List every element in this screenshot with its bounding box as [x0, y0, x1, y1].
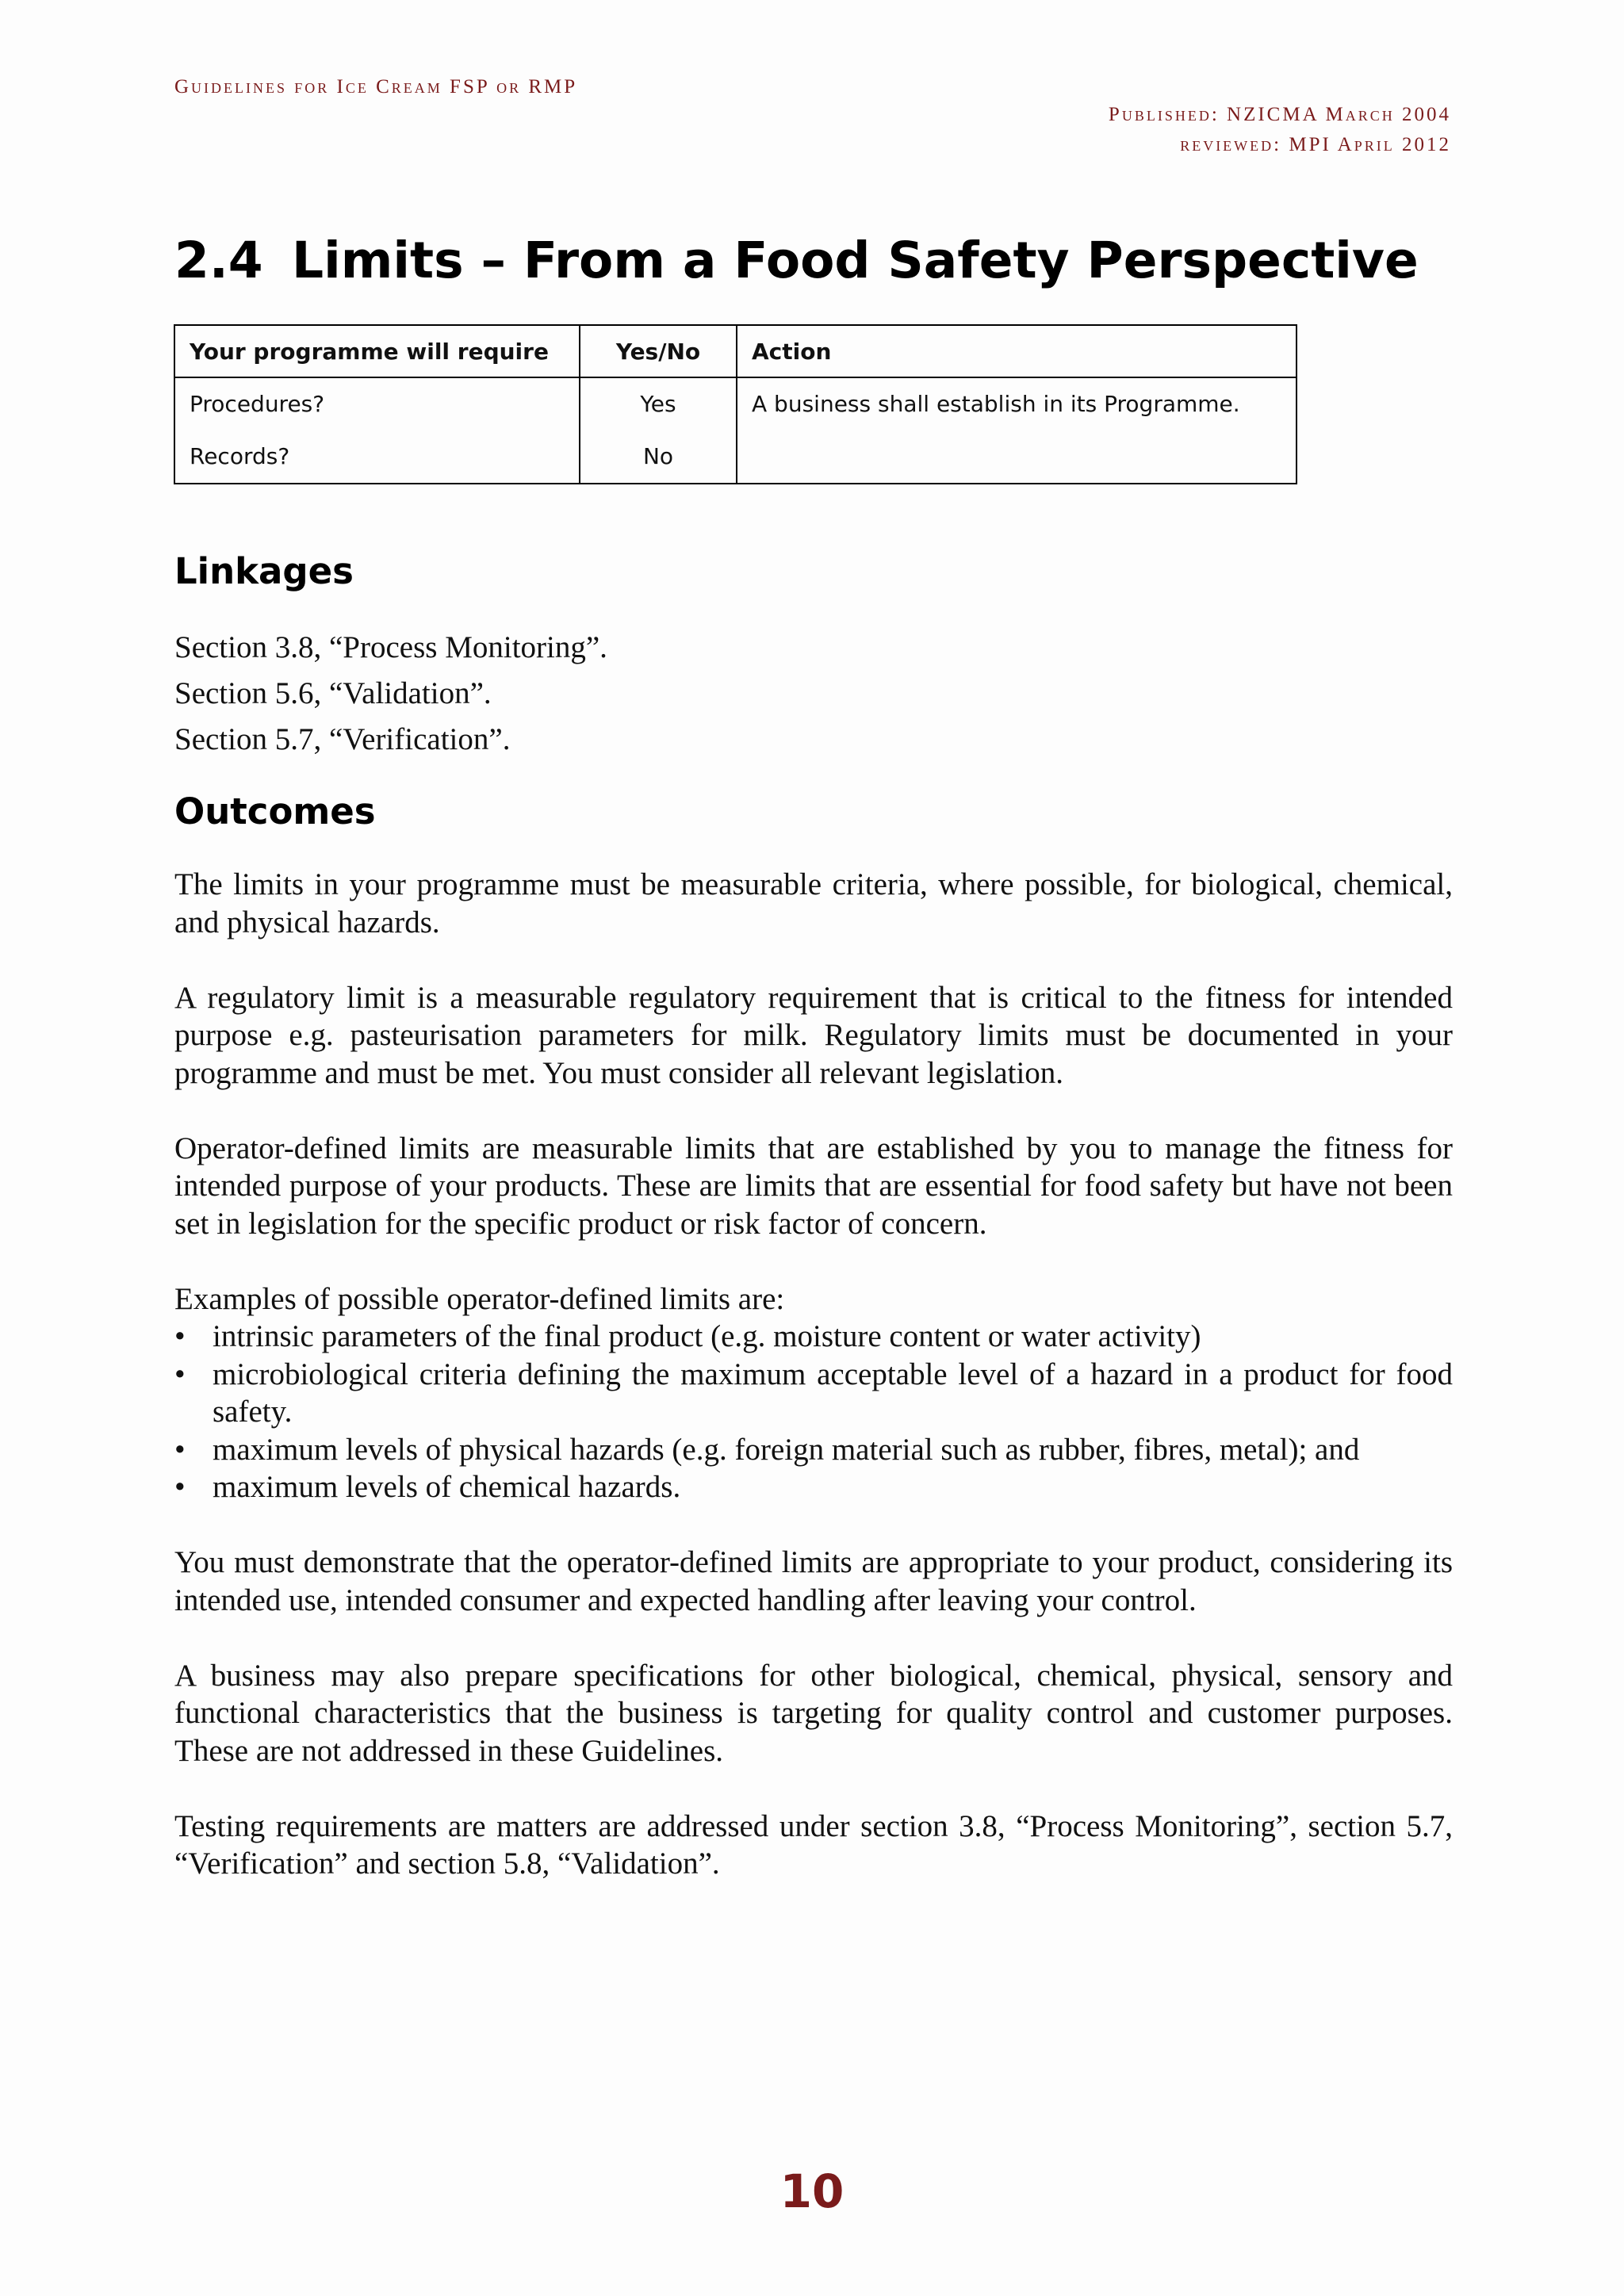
requirements-table: [174, 324, 1297, 484]
examples-list: [174, 1318, 1453, 1506]
table-cell: Yes: [640, 391, 676, 417]
table-header-cell: Yes/No: [580, 325, 737, 377]
paragraph: A business may also prepare specifications for other biological, chemical, physical, sensory and functional characteristics that the business is targeting for quality control and customer purposes. These are not addressed in these Guidelines.: [174, 1658, 1453, 1768]
table-cell: No: [642, 443, 674, 469]
table-cell-items: [174, 377, 580, 484]
list-item: • maximum levels of chemical hazards.: [174, 1468, 1453, 1506]
table-cell: Procedures?: [190, 391, 325, 417]
section-number: 2.4: [174, 232, 263, 289]
reviewed-line: reviewed: MPI April 2012: [1180, 134, 1451, 155]
table-header-cell: Action: [737, 325, 1297, 377]
list-item: Section 3.8, “Process Monitoring”.: [174, 630, 607, 664]
linkages-heading: Linkages: [174, 550, 354, 592]
list-item: • microbiological criteria defining the maximum acceptable level of a hazard in a product for food safety.: [174, 1357, 1453, 1429]
paragraph: Operator-defined limits are measurable limits that are established by you to manage the fitness for intended purpose of your products. These are limits that are essential for food safety but have not been set in legislation for the specific product or risk factor of concern.: [174, 1131, 1453, 1241]
table-header-cell: Your programme will require: [174, 325, 580, 377]
list-item: • intrinsic parameters of the final product (e.g. moisture content or water activity): [174, 1318, 1453, 1356]
bullet: •: [174, 1470, 186, 1504]
list-item: Section 5.7, “Verification”.: [174, 722, 511, 756]
section-title: [174, 232, 1419, 289]
bullet: •: [174, 1432, 186, 1467]
table-cell: Records?: [190, 443, 290, 469]
table-row: [174, 377, 1297, 484]
table-cell: A business shall establish in its Programme.: [752, 391, 1240, 417]
table-cell-action: [737, 377, 1297, 484]
paragraph: Testing requirements are matters are addressed under section 3.8, “Process Monitoring”, section 5.7, “Verification” and section 5.8, “Validation”.: [174, 1808, 1453, 1881]
published-line: Published: NZICMA March 2004: [1108, 104, 1451, 125]
bullet: •: [174, 1319, 186, 1353]
outcomes-body: [174, 866, 1453, 1920]
running-header-right: [1109, 100, 1451, 160]
list-item: Section 5.6, “Validation”.: [174, 676, 492, 710]
linkages-list: [174, 625, 607, 763]
paragraph: A regulatory limit is a measurable regulatory requirement that is critical to the fitness for intended purpose e.g. pasteurisation parameters for milk. Regulatory limits must be documented in your programme and must be met. You must consider all relevant legislation.: [174, 980, 1453, 1090]
paragraph: The limits in your programme must be measurable criteria, where possible, for biological, chemical, and physical hazards.: [174, 867, 1453, 939]
running-header-left: Guidelines for Ice Cream FSP or RMP: [174, 76, 578, 98]
section-title-text: Limits – From a Food Safety Perspective: [292, 232, 1419, 289]
bullet: •: [174, 1357, 186, 1391]
table-header-row: [174, 325, 1297, 377]
page-number: 10: [779, 2164, 845, 2218]
list-item: • maximum levels of physical hazards (e.g. foreign material such as rubber, fibres, metal); and: [174, 1431, 1453, 1469]
examples-intro: Examples of possible operator-defined limits are:: [174, 1281, 785, 1316]
paragraph: You must demonstrate that the operator-defined limits are appropriate to your product, considering its intended use, intended consumer and expected handling after leaving your control.: [174, 1545, 1453, 1617]
table-cell-values: [580, 377, 737, 484]
outcomes-heading: Outcomes: [174, 790, 376, 832]
